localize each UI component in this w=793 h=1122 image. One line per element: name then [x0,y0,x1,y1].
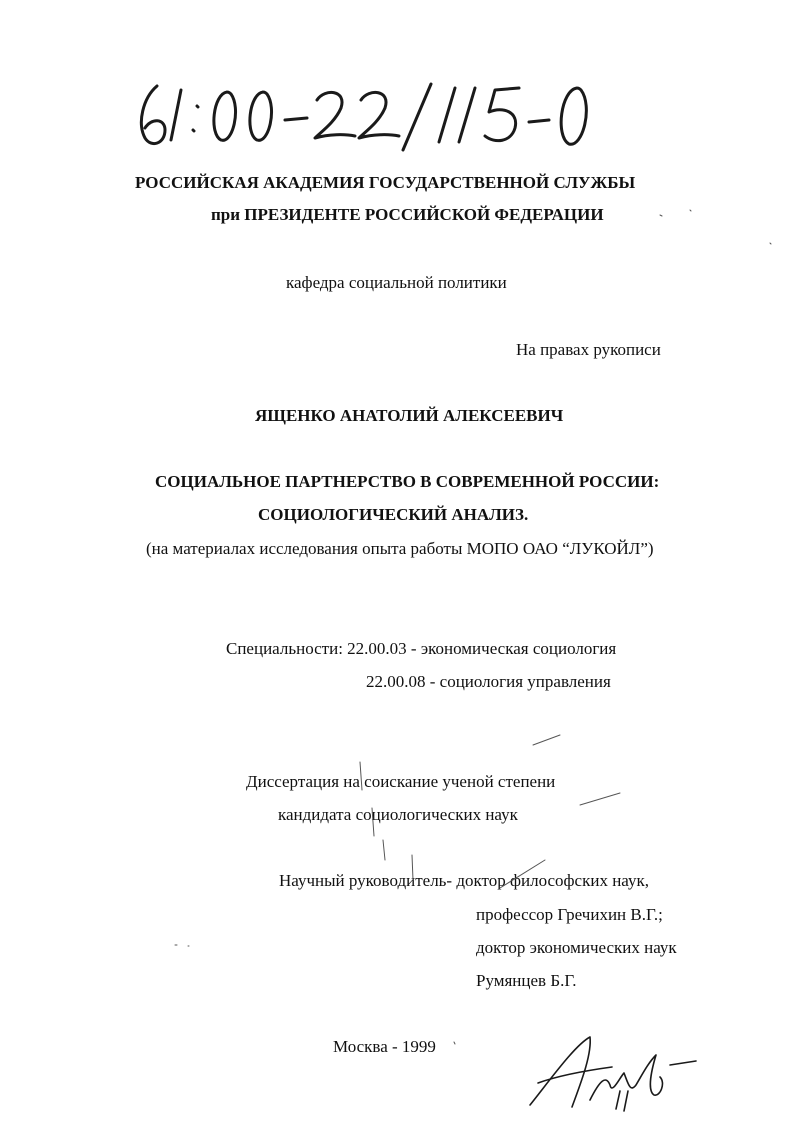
supervisor-line-2: профессор Гречихин В.Г.; [476,905,663,924]
place-year: Москва - 1999 [333,1037,436,1056]
dissertation-subtitle: (на материалах исследования опыта работы МОПО ОАО “ЛУКОЙЛ”) [146,539,654,558]
manuscript-note: На правах рукописи [516,340,661,359]
signature [520,1025,700,1115]
degree-line-1: Диссертация на соискание ученой степени [246,772,556,791]
dissertation-title-line-1: СОЦИАЛЬНОЕ ПАРТНЕРСТВО В СОВРЕМЕННОЙ РОССИИ: [155,472,660,491]
institution-line-2: при ПРЕЗИДЕНТЕ РОССИЙСКОЙ ФЕДЕРАЦИИ [211,205,604,224]
supervisor-line-3: доктор экономических наук [476,938,677,957]
author-name: ЯЩЕНКО АНАТОЛИЙ АЛЕКСЕЕВИЧ [255,406,564,425]
specialty-line-1: Специальности: 22.00.03 - экономическая социология [226,639,617,658]
specialty-line-2: 22.00.08 - социология управления [366,672,611,691]
degree-line-2: кандидата социологических наук [278,805,518,824]
supervisor-line-4: Румянцев Б.Г. [476,971,577,990]
department: кафедра социальной политики [286,273,507,292]
institution-line-1: РОССИЙСКАЯ АКАДЕМИЯ ГОСУДАРСТВЕННОЙ СЛУЖБЫ [135,173,636,192]
supervisor-line-1: Научный руководитель- доктор философских наук, [279,871,649,890]
dissertation-title-line-2: СОЦИОЛОГИЧЕСКИЙ АНАЛИЗ. [258,505,529,524]
